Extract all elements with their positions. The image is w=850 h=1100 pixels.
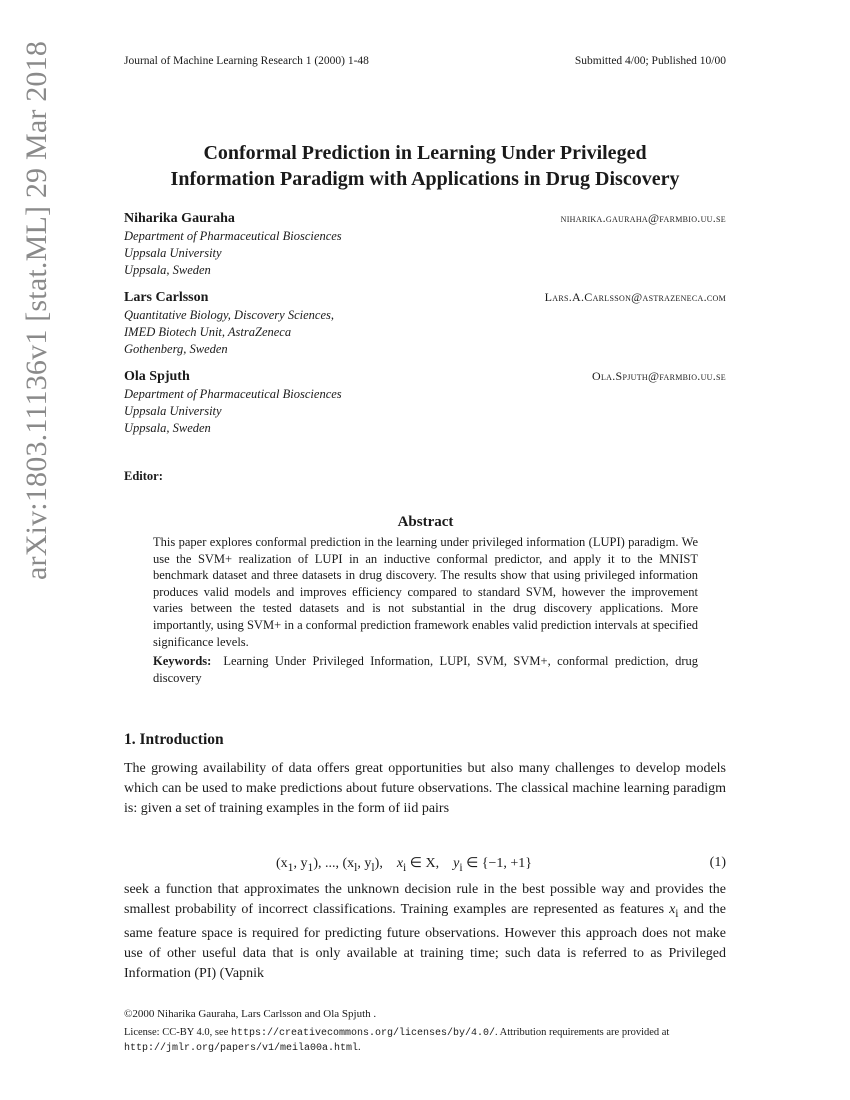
license-link[interactable]: https://creativecommons.org/licenses/by/4.0/ — [230, 1028, 495, 1039]
author-affiliation-line: Uppsala, Sweden — [124, 421, 211, 435]
author-email[interactable]: Lars.A.Carlsson@astrazeneca.com — [544, 290, 726, 304]
editor-label: Editor: — [124, 469, 163, 483]
author-affiliation-line: Gothenberg, Sweden — [124, 342, 228, 356]
footnote-area — [124, 1008, 726, 1056]
equation-number: (1) — [709, 855, 726, 870]
author-block — [124, 210, 726, 279]
paper-title — [110, 140, 740, 192]
equation-body: ($x_1$, $y_1$), ..., ($x_l$, $y_l$), $x_i$ ∈ X, $y_i$ ∈ {−1, +1} — [276, 856, 533, 874]
section-heading: 1. Introduction — [124, 731, 224, 748]
journal-citation: Journal of Machine Learning Research 1 (2000) 1-48 — [124, 55, 369, 67]
arxiv-stamp: arXiv:1803.11136v1 [stat.ML] 29 Mar 2018 — [20, 40, 53, 580]
author-affiliation-line: Uppsala, Sweden — [124, 263, 211, 277]
running-header — [124, 55, 726, 67]
author-affiliation-line: Department of Pharmaceutical Biosciences — [124, 229, 342, 243]
section-introduction — [124, 731, 726, 819]
abstract-heading: Abstract — [397, 514, 454, 530]
author-list — [124, 210, 726, 447]
keywords — [153, 653, 698, 686]
author-name: Niharika Gauraha — [124, 211, 235, 226]
attribution-link[interactable]: http://jmlr.org/papers/v1/meila00a.html — [124, 1043, 359, 1054]
author-name: Lars Carlsson — [124, 290, 209, 305]
author-affiliation-line: Uppsala University — [124, 404, 222, 418]
author-name: Ola Spjuth — [124, 369, 190, 384]
author-email[interactable]: niharika.gauraha@farmbio.uu.se — [560, 211, 726, 225]
author-affiliation-line: IMED Biotech Unit, AstraZeneca — [124, 325, 292, 339]
submission-dates: Submitted 4/00; Published 10/00 — [574, 55, 726, 67]
keywords-list: Learning Under Privileged Information, LUPI, SVM, SVM+, conformal prediction, drug discovery — [153, 654, 698, 685]
author-affiliation-line: Quantitative Biology, Discovery Sciences, — [124, 308, 335, 322]
copyright-notice: ©2000 Niharika Gauraha, Lars Carlsson and Ola Spjuth . — [124, 1008, 377, 1020]
title-line-2: Information Paradigm with Applications in Drug Discovery — [170, 168, 680, 190]
abstract-section — [153, 514, 698, 686]
keywords-label: Keywords: — [153, 654, 212, 669]
license-notice: License: CC-BY 4.0, see https://creativecommons.org/licenses/by/4.0/. Attribution requirements are provided at http://jmlr.org/papers/v1/meila00a.html. — [124, 1027, 670, 1054]
author-affiliation-line: Department of Pharmaceutical Biosciences — [124, 387, 342, 401]
paragraph: seek a function that approximates the unknown decision rule in the best possible way and provides the smallest probability of incorrect classifications. Training examples are represented as features $x_i$ and the same feature space is required for predicting future observations. However this approach does not make use of other useful data that is only available at training time; such data is referred to as Privileged Information (PI) (Vapnik — [124, 882, 726, 981]
author-email[interactable]: Ola.Spjuth@farmbio.uu.se — [591, 369, 726, 383]
author-block — [124, 289, 726, 358]
author-block — [124, 368, 726, 437]
paragraph: The growing availability of data offers great opportunities but also many challenges to develop models which can be used to make predictions about future observations. The classical machine learning paradigm is: given a set of training examples in the form of iid pairs — [124, 761, 726, 816]
abstract-body: This paper explores conformal prediction in the learning under privileged information (LUPI) paradigm. We use the SVM+ realization of LUPI in an inductive conformal predictor, and apply it to the MNIST benchmark dataset and three datasets in drug discovery. The results show that using privileged information produces valid models and improves efficiency compared to standard SVM, however the improvement varies between the tested datasets and is not substantial in the drug discovery applications. More importantly, using SVM+ in a conformal prediction framework enables valid prediction intervals at specified significance levels. — [153, 535, 698, 649]
author-affiliation-line: Uppsala University — [124, 246, 222, 260]
title-line-1: Conformal Prediction in Learning Under Privileged — [203, 142, 647, 164]
